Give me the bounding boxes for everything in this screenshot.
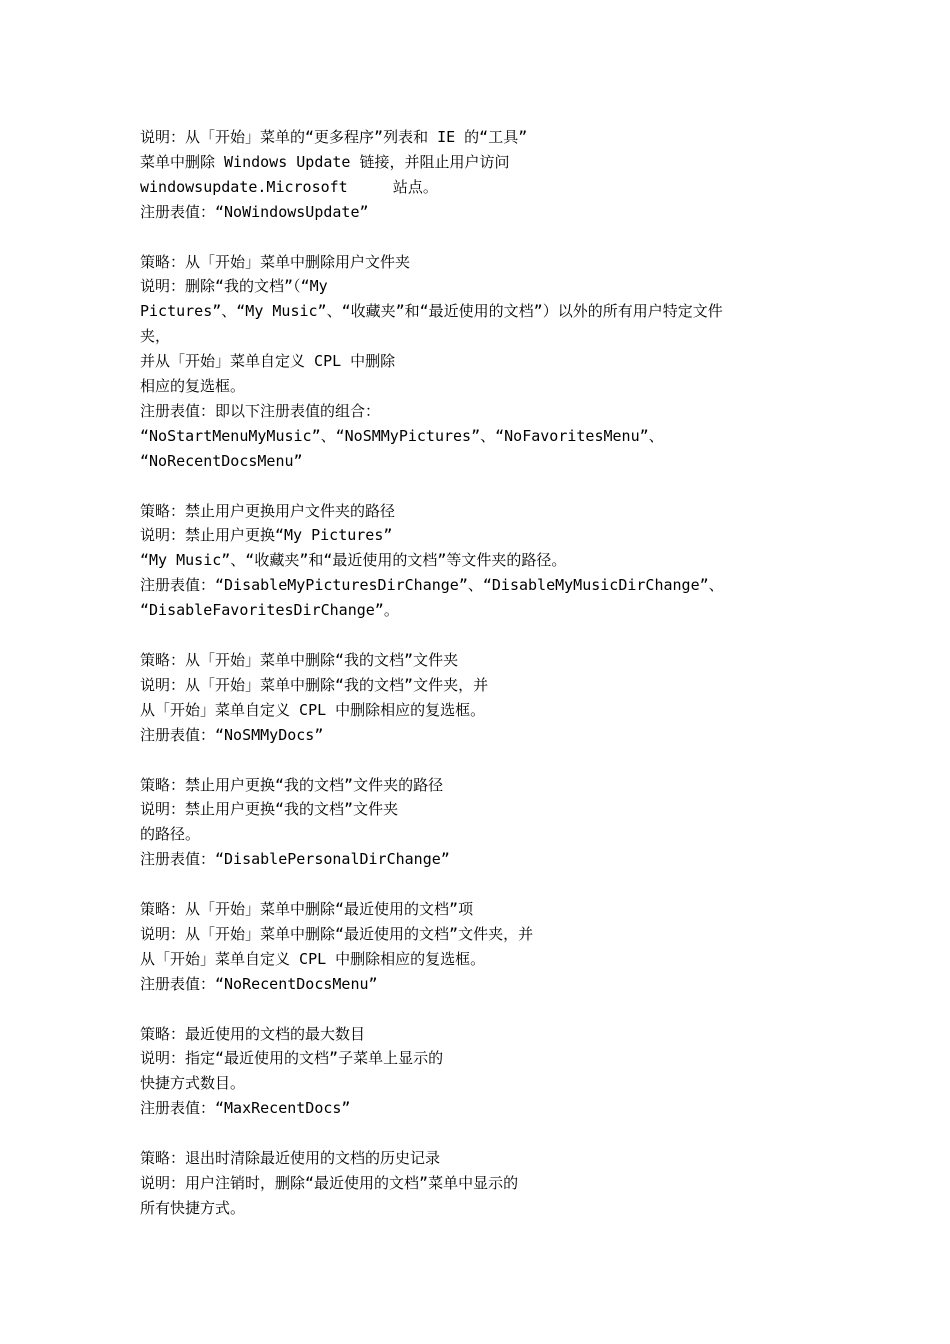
text-line: “NoStartMenuMyMusic”、“NoSMMyPictures”、“NoFavoritesMenu”、: [140, 426, 664, 445]
text-line: 相应的复选框。: [140, 377, 246, 396]
text-line: 策略：最近使用的文档的最大数目: [140, 1024, 366, 1043]
text-line: 策略：从「开始」菜单中删除“最近使用的文档”项: [140, 900, 474, 919]
paragraph-gap: [140, 225, 830, 250]
text-line: 说明：从「开始」菜单中删除“最近使用的文档”文件夹，并: [140, 924, 534, 943]
text-line: 策略：禁止用户更换“我的文档”文件夹的路径: [140, 775, 444, 794]
paragraph-gap: [140, 997, 830, 1022]
text-line: 策略：从「开始」菜单中删除“我的文档”文件夹: [140, 650, 459, 669]
text-line: 快捷方式数目。: [140, 1074, 246, 1093]
text-line: windowsupdate.Microsoft 站点。: [140, 177, 438, 196]
text-line: 说明：禁止用户更换“My Pictures”: [140, 526, 393, 545]
text-line: 注册表值：“NoSMMyDocs”: [140, 725, 324, 744]
section-clear-recent-history: [140, 1146, 830, 1221]
paragraph-gap: [140, 474, 830, 499]
text-line: 注册表值：“DisableMyPicturesDirChange”、“DisableMyMusicDirChange”、: [140, 576, 724, 595]
text-line: 注册表值：即以下注册表值的组合：: [140, 401, 381, 420]
section-remove-recent-docs: [140, 897, 830, 997]
text-line: 的路径。: [140, 825, 201, 844]
text-line: 策略：从「开始」菜单中删除用户文件夹: [140, 252, 411, 271]
text-line: 说明：从「开始」菜单中删除“我的文档”文件夹，并: [140, 675, 489, 694]
section-remove-my-documents: [140, 648, 830, 748]
text-line: 菜单中删除 Windows Update 链接，并阻止用户访问: [140, 152, 510, 171]
paragraph-gap: [140, 1121, 830, 1146]
text-line: “NoRecentDocsMenu”: [140, 451, 303, 470]
text-line: 说明：从「开始」菜单的“更多程序”列表和 IE 的“工具”: [140, 128, 528, 146]
text-line: 说明：指定“最近使用的文档”子菜单上显示的: [140, 1049, 444, 1068]
text-line: 注册表值：“DisablePersonalDirChange”: [140, 850, 450, 869]
text-line: 注册表值：“NoWindowsUpdate”: [140, 202, 369, 221]
section-my-documents-path: [140, 773, 830, 873]
section-windows-update: [140, 125, 830, 225]
section-remove-user-folders: [140, 250, 830, 474]
section-folder-path-change: [140, 499, 830, 624]
text-line: 说明：用户注销时，删除“最近使用的文档”菜单中显示的: [140, 1173, 519, 1192]
paragraph-gap: [140, 623, 830, 648]
text-line: 从「开始」菜单自定义 CPL 中删除相应的复选框。: [140, 700, 486, 719]
text-line: 注册表值：“NoRecentDocsMenu”: [140, 974, 378, 993]
text-line: Pictures”、“My Music”、“收藏夹”和“最近使用的文档”）以外的所有用户特定文件: [140, 302, 723, 321]
section-max-recent-docs: [140, 1022, 830, 1122]
paragraph-gap: [140, 748, 830, 773]
text-line: 策略：禁止用户更换用户文件夹的路径: [140, 501, 396, 520]
paragraph-gap: [140, 872, 830, 897]
text-line: 注册表值：“MaxRecentDocs”: [140, 1099, 351, 1118]
text-line: 从「开始」菜单自定义 CPL 中删除相应的复选框。: [140, 949, 486, 968]
text-line: 策略：退出时清除最近使用的文档的历史记录: [140, 1149, 441, 1168]
text-line: “DisableFavoritesDirChange”。: [140, 601, 399, 620]
document-body: [140, 125, 830, 1221]
text-line: 夹，: [140, 327, 171, 346]
text-line: 所有快捷方式。: [140, 1198, 246, 1217]
text-line: 说明：删除“我的文档”（“My: [140, 277, 328, 296]
text-line: 说明：禁止用户更换“我的文档”文件夹: [140, 800, 399, 819]
text-line: 并从「开始」菜单自定义 CPL 中删除: [140, 352, 396, 371]
text-line: “My Music”、“收藏夹”和“最近使用的文档”等文件夹的路径。: [140, 551, 567, 570]
